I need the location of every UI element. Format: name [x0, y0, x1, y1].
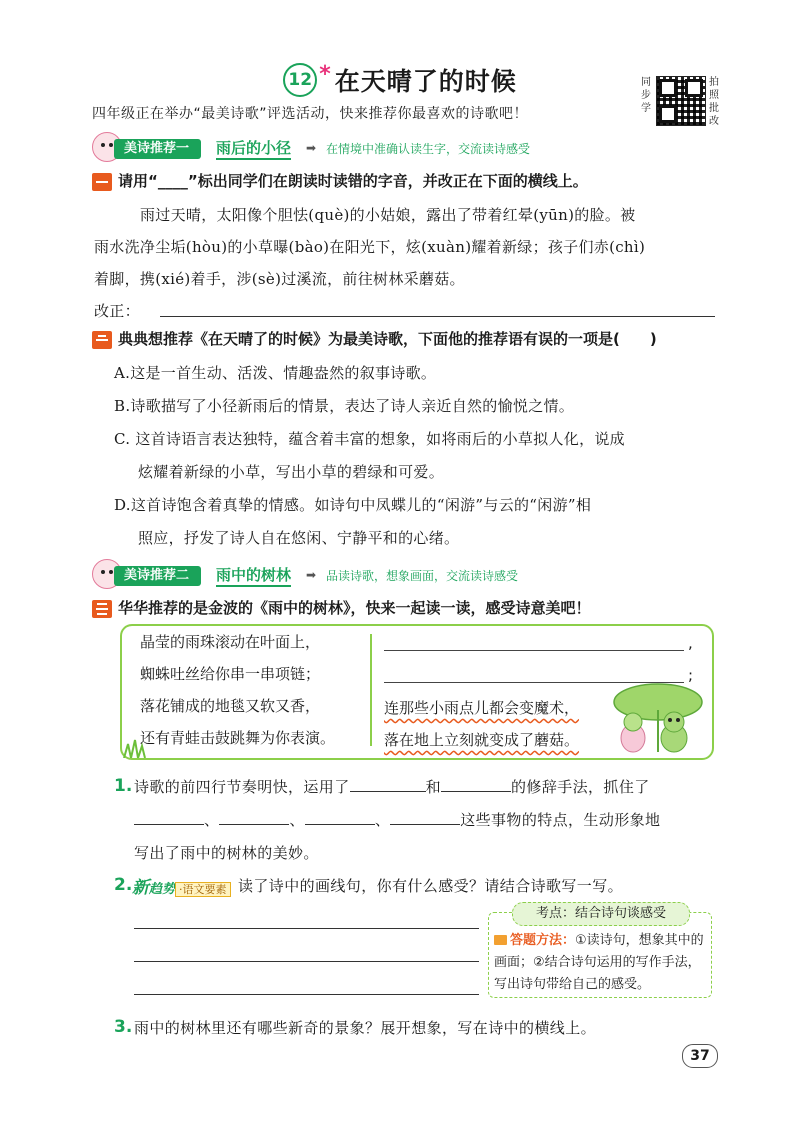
blank-object-4[interactable]	[390, 808, 460, 825]
answer-line-1[interactable]	[134, 928, 479, 929]
section-topic: 雨后的小径	[216, 138, 291, 160]
tip-text: ①读诗句，想象其中的画面；②结合诗句运用的写作手法，写出诗句带给自己的感受。	[494, 933, 704, 992]
section-tag: 美诗推荐一	[114, 139, 201, 159]
passage-line-3: 着脚，携(xié)着手，涉(sè)过溪流，前往树林采蘑菇。	[94, 270, 465, 288]
question-1-title: 请用“____”标出同学们在朗读时读错的字音，并改正在下面的横线上。	[118, 172, 588, 190]
poem-line-4: 还有青蛙击鼓跳舞为你表演。	[140, 729, 336, 747]
folder-icon	[494, 935, 507, 945]
sub-question-1-number: 1.	[114, 776, 133, 796]
sub-question-2-number: 2.	[114, 875, 133, 895]
poem-line-3: 落花铺成的地毯又软又香，	[140, 697, 321, 715]
poem-blank-1-punct: ,	[688, 634, 693, 652]
poem-blank-2-punct: ;	[688, 666, 694, 684]
sub-question-1-line-3: 写出了雨中的树林的美妙。	[134, 844, 319, 862]
poem-line-2: 蜘蛛吐丝给你串一串项链；	[140, 665, 321, 683]
section-topic: 雨中的树林	[216, 565, 291, 587]
tip-label: 答题方法：	[510, 933, 576, 948]
fix-answer-line[interactable]	[160, 316, 715, 317]
qr-caption-right: 拍照批改	[709, 77, 719, 127]
optional-lesson-star: *	[319, 62, 331, 87]
blank-object-1[interactable]	[134, 808, 204, 825]
poem-divider	[370, 634, 372, 746]
section-goal: 在情境中准确认读生字，交流读诗感受	[326, 142, 531, 156]
question-number-1-icon	[92, 173, 112, 191]
section-goal: 品读诗歌，想象画面，交流读诗感受	[326, 569, 519, 583]
question-3-title: 华华推荐的是金波的《雨中的树林》，快来一起读一读，感受诗意美吧！	[118, 599, 591, 617]
option-b[interactable]: B.诗歌描写了小径新雨后的情景，表达了诗人亲近自然的愉悦之情。	[114, 397, 575, 415]
tip-body	[494, 930, 706, 996]
page-number: 37	[682, 1044, 718, 1068]
sub-question-1-line-1: 诗歌的前四行节奏明快，运用了 和 的修辞手法，抓住了	[134, 770, 650, 804]
poem-underlined-line-2: 落在地上立刻就变成了蘑菇。	[384, 731, 580, 749]
poem-line-1: 晶莹的雨珠滚动在叶面上，	[140, 633, 321, 651]
answer-line-3[interactable]	[134, 994, 479, 995]
sub-question-2-text: 读了诗中的画线句，你有什么感受？请结合诗歌写一写。	[238, 877, 624, 895]
option-a[interactable]: A.这是一首生动、活泼、情趣盎然的叙事诗歌。	[114, 364, 437, 382]
blank-object-3[interactable]	[305, 808, 375, 825]
question-2-title: 典典想推荐《在天晴了的时候》为最美诗歌，下面他的推荐语有误的一项是( )	[118, 330, 657, 348]
blank-rhetoric-1[interactable]	[350, 775, 426, 792]
section-tag: 美诗推荐二	[114, 566, 201, 586]
option-d-cont: 照应，抒发了诗人自在悠闲、宁静平和的心绪。	[138, 529, 460, 547]
sub-question-3-number: 3.	[114, 1017, 133, 1037]
question-number-2-icon	[92, 331, 112, 349]
poem-underlined-line-1: 连那些小雨点儿都会变魔术，	[384, 699, 580, 717]
option-c[interactable]: C. 这首诗语言表达独特，蕴含着丰富的想象，如将雨后的小草拟人化，说成	[114, 430, 625, 448]
sub-question-1-line-2: 、 、 、 这些事物的特点，生动形象地	[134, 803, 660, 837]
passage-line-2: 雨水洗净尘垢(hòu)的小草曝(bào)在阳光下，炫(xuàn)耀着新绿；孩子们赤(chì)	[94, 238, 646, 256]
fix-label: 改正：	[94, 302, 140, 320]
question-number-3-icon	[92, 600, 112, 618]
qr-caption-left: 同步学	[641, 77, 651, 114]
sub-question-3-text: 雨中的树林里还有哪些新奇的景象？展开想象，写在诗中的横线上。	[134, 1019, 597, 1037]
arrow-right-icon: ➡	[306, 568, 317, 582]
poem-blank-1[interactable]	[384, 630, 684, 651]
new-trend-badge: 新趋势 ·语文要素	[132, 873, 231, 898]
option-d[interactable]: D.这首诗饱含着真挚的情感。如诗句中凤蝶儿的“闲游”与云的“闲游”相	[114, 496, 592, 514]
answer-line-2[interactable]	[134, 961, 479, 962]
blank-rhetoric-2[interactable]	[441, 775, 511, 792]
option-c-cont: 炫耀着新绿的小草，写出小草的碧绿和可爱。	[138, 463, 445, 481]
passage-line-1: 雨过天晴，太阳像个胆怯(què)的小姑娘，露出了带着红晕(yūn)的脸。被	[140, 206, 636, 224]
intro-text: 四年级正在举办“最美诗歌”评选活动，快来推荐你最喜欢的诗歌吧！	[92, 106, 529, 122]
qr-code-icon[interactable]	[656, 76, 706, 126]
tip-heading: 考点：结合诗句谈感受	[512, 902, 690, 926]
lesson-number: 12	[283, 63, 317, 97]
page-title: 在天晴了的时候	[334, 67, 517, 96]
grass-icon	[122, 738, 146, 758]
frog-mushroom-illustration	[598, 680, 703, 755]
blank-object-2[interactable]	[219, 808, 289, 825]
arrow-right-icon: ➡	[306, 141, 317, 155]
section-banner-1	[92, 139, 712, 161]
section-banner-2	[92, 566, 712, 588]
